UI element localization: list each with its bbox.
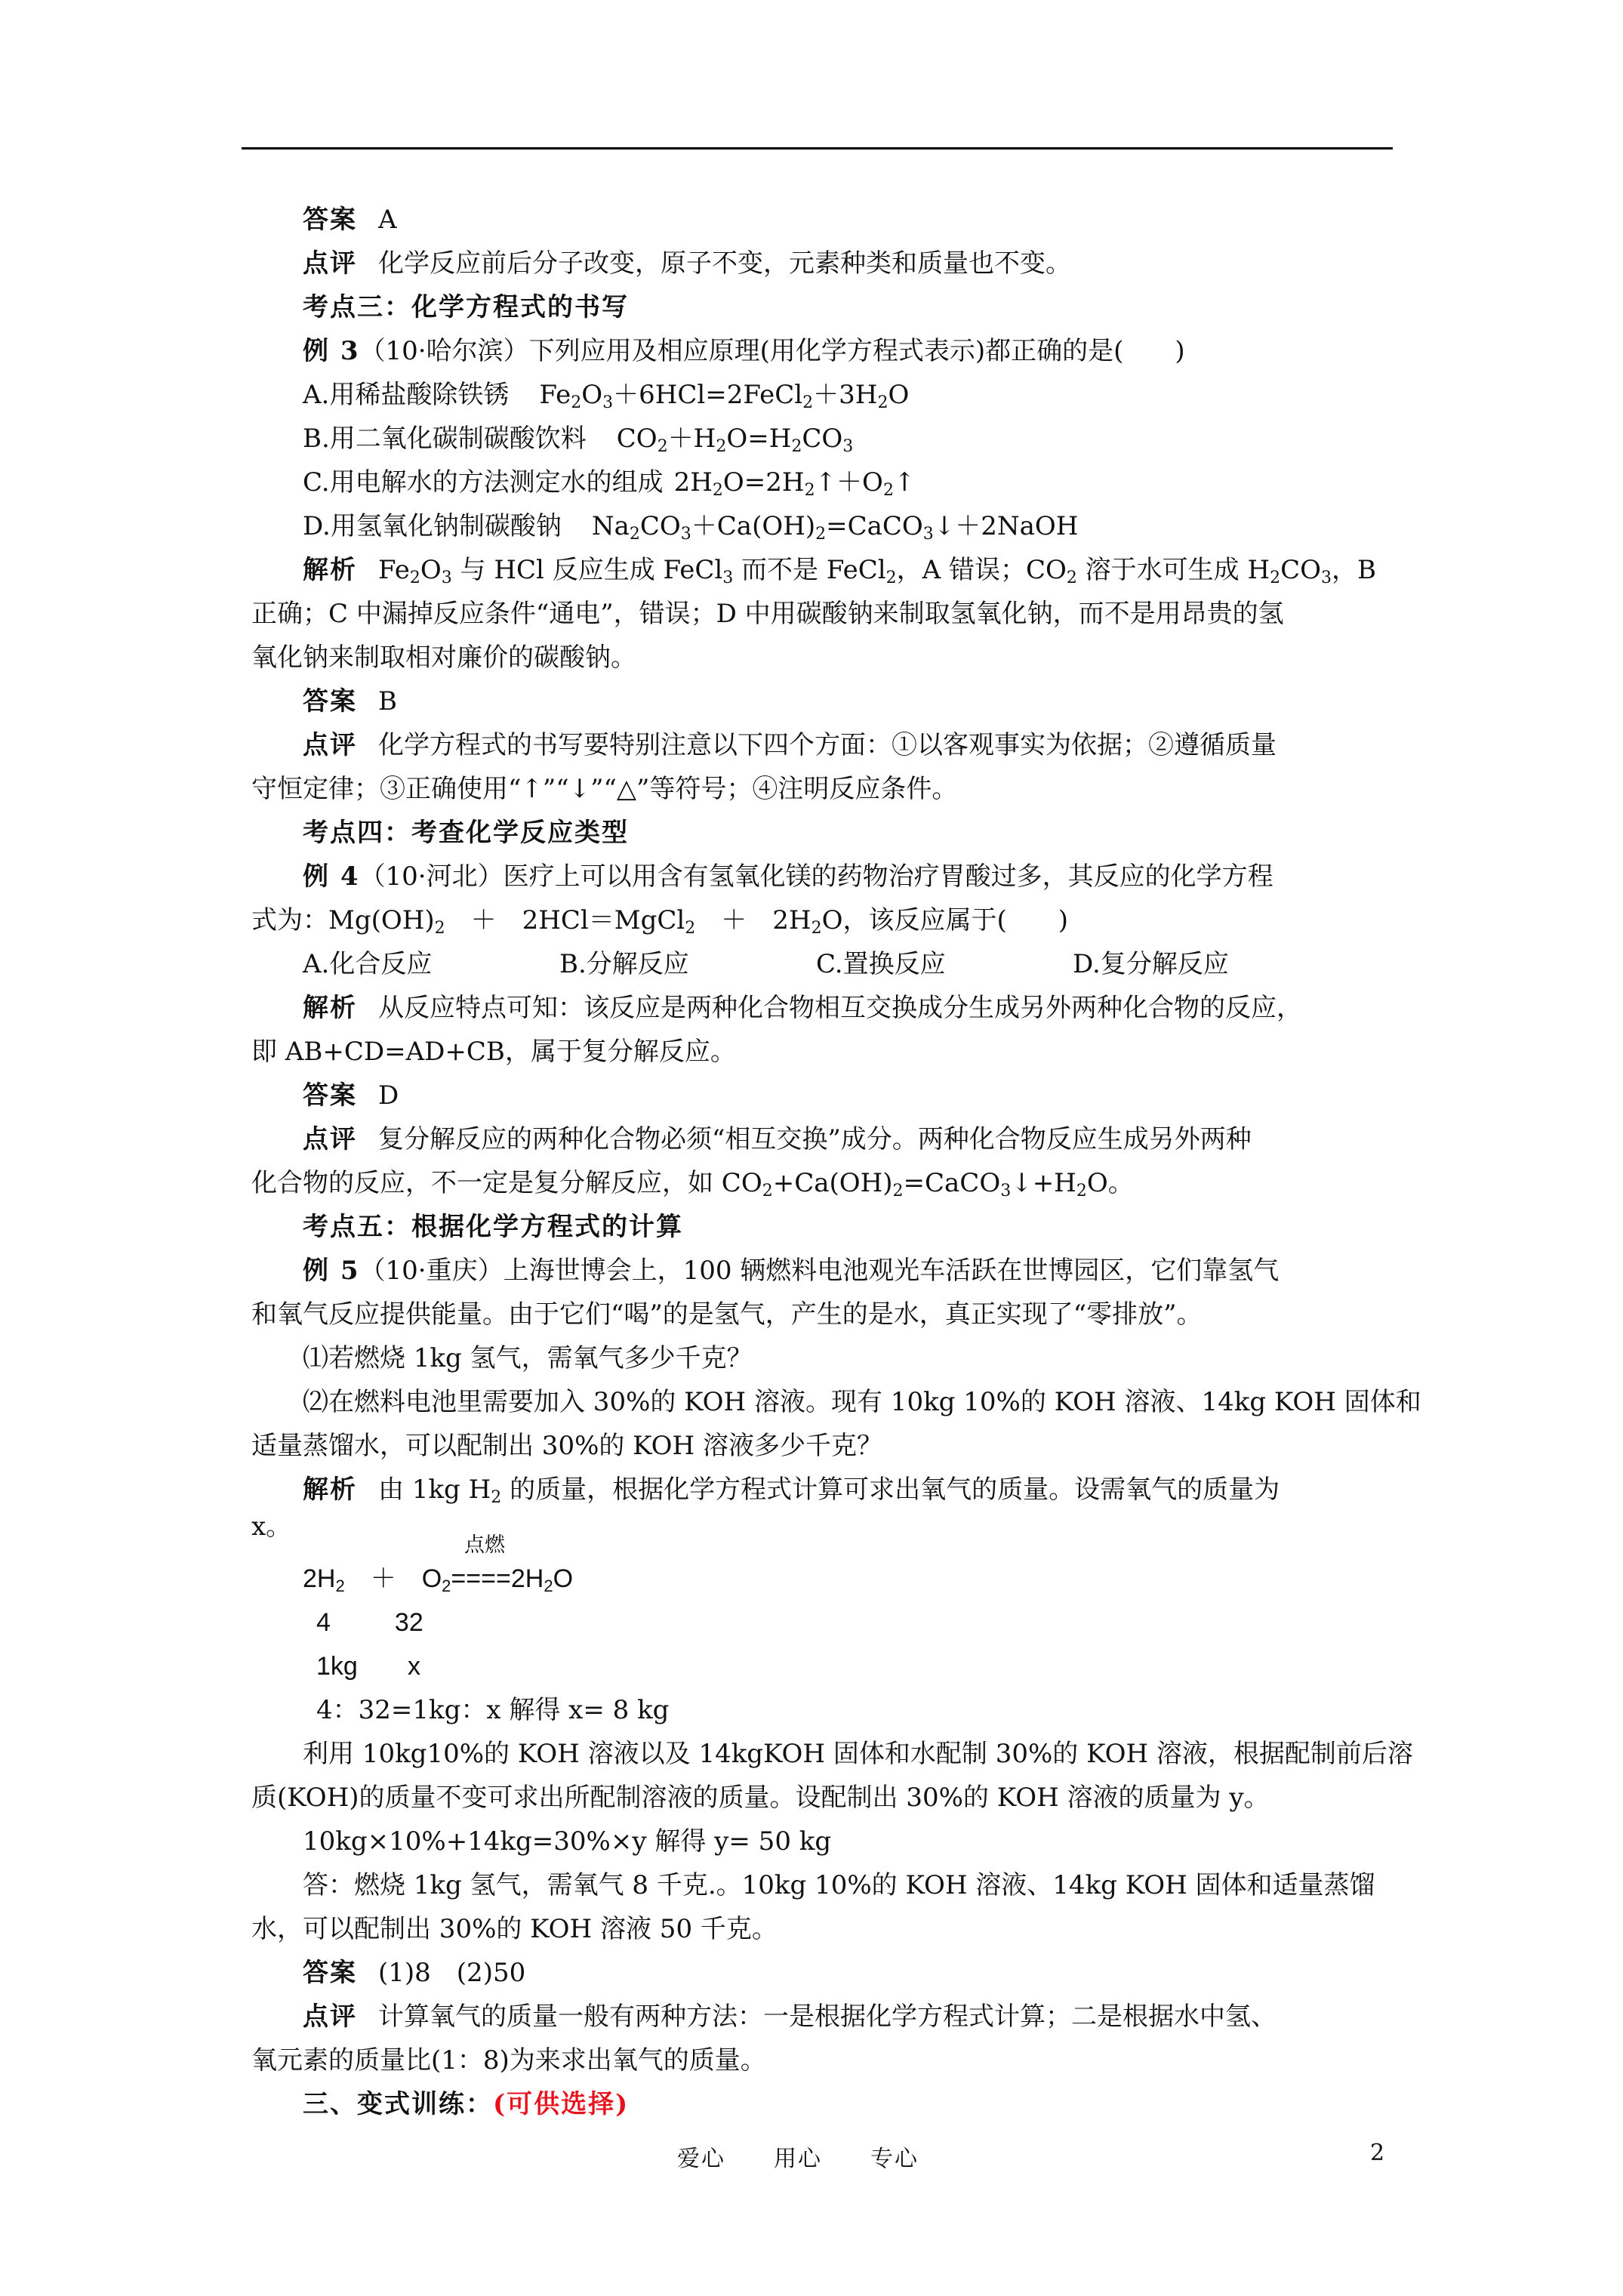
kp3-title: 考点三：化学方程式的书写 — [303, 292, 629, 322]
ex5-proportion: 4：32=1kg：x 解得 x= 8 kg — [316, 1695, 670, 1725]
ex4-analysis-1: 解析 从反应特点可知：该反应是两种化合物相互交换成分生成另外两种化合物的反应， — [303, 993, 1302, 1023]
ex5-equation: $2H_2$ ＋ $O_2====2H_2O$ — [303, 1564, 574, 1595]
ex5-comment-1: 点评 计算氧气的质量一般有两种方法：一是根据化学方程式计算；二是根据水中氢、 — [303, 2002, 1277, 2032]
ex4-stem-1: 例 4（10·河北）医疗上可以用含有氢氧化镁的药物治疗胃酸过多，其反应的化学方程 — [303, 861, 1273, 892]
ex5-analysis-2: x。 — [251, 1512, 292, 1542]
ex4-options: A.化合反应 B.分解反应 C.置换反应 D.复分解反应 — [303, 949, 1229, 979]
ex4-answer: 答案 D — [303, 1080, 399, 1111]
ex4-comment-1: 点评 复分解反应的两种化合物必须“相互交换”成分。两种化合物反应生成另外两种 — [303, 1124, 1252, 1154]
ex3-analysis-1: 解析 $Fe_2O_3$ 与 HCl 反应生成 FeCl$_3$ 而不是 FeCl$_2$，A 错误；$CO_2$ 溶于水可生成 $H_2CO_3$，B — [303, 555, 1377, 587]
ex5-comment-2: 氧元素的质量比(1：8)为来求出氧气的质量。 — [251, 2045, 766, 2076]
q2-comment: 点评 化学反应前后分子改变，原子不变，元素种类和质量也不变。 — [303, 248, 1071, 279]
ex3-analysis-2: 正确；C 中漏掉反应条件“通电”，错误；D 中用碳酸钠来制取氢氧化钠，而不是用昂贵的氢 — [251, 599, 1284, 629]
ex3-analysis-3: 氧化钠来制取相对廉价的碳酸钠。 — [251, 643, 636, 673]
ex5-text-1: 利用 10kg10%的 KOH 溶液以及 14kgKOH 固体和水配制 30%的 KOH 溶液，根据配制前后溶 — [303, 1739, 1413, 1769]
footer-motto: 爱心 用心 专心 — [677, 2146, 919, 2172]
ex5-analysis-1: 解析 由 1kg $H_2$ 的质量，根据化学方程式计算可求出氧气的质量。设需氧气的质量为 — [303, 1475, 1280, 1507]
ex5-text-2: 质(KOH)的质量不变可求出所配制溶液的质量。设配制出 30%的 KOH 溶液的质量为 y。 — [251, 1783, 1270, 1813]
ex3-equation-c: $2H_2O=2H_2↑+O_2↑$ — [673, 467, 916, 500]
ex5-question-2b: 适量蒸馏水，可以配制出 30%的 KOH 溶液多少千克？ — [251, 1431, 883, 1461]
ex3-stem: 例 3（10·哈尔滨）下列应用及相应原理(用化学方程式表示)都正确的是( ) — [303, 336, 1185, 366]
ex3-equation-b: $CO_2+H_2O=H_2CO_3$ — [616, 424, 854, 456]
ex5-calc: 10kg×10%+14kg=30%×y 解得 y= 50 kg — [303, 1826, 832, 1857]
ex3-option-d: D.用氢氧化钠制碳酸钠 $Na_2CO_3+Ca(OH)_2=CaCO_3↓+2NaOH$ — [251, 504, 1399, 548]
ex5-question-1: ⑴若燃烧 1kg 氢气，需氧气多少千克？ — [303, 1343, 753, 1373]
ex3-comment-1: 点评 化学方程式的书写要特别注意以下四个方面：①以客观事实为依据；②遵循质量 — [303, 730, 1277, 760]
ex5-reply-2: 水，可以配制出 30%的 KOH 溶液 50 千克。 — [251, 1914, 778, 1944]
page-number: 2 — [1370, 2140, 1385, 2166]
ex3-equation-d: $Na_2CO_3+Ca(OH)_2=CaCO_3↓+2NaOH$ — [591, 511, 1079, 544]
ex3-option-c: C.用电解水的方法测定水的组成 $2H_2O=2H_2↑+O_2↑$ — [303, 467, 916, 500]
ex4-stem-2: 式为：$Mg(OH)_2$ ＋ 2HCl＝MgCl$_2$ ＋ $2H_2O$，该反应属于( ) — [251, 905, 1068, 938]
kp5-title: 考点五：根据化学方程式的计算 — [303, 1212, 683, 1242]
kp4-title: 考点四：考查化学反应类型 — [303, 818, 629, 848]
q2-answer: 答案 A — [303, 205, 397, 235]
ex3-option-a: A.用稀盐酸除铁锈 $Fe_2O_3+6HCl=2FeCl_2+3H_2O$ — [251, 373, 1399, 417]
section3-title: 三、变式训练：(可供选择) — [303, 2089, 630, 2119]
ex5-stem-1: 例 5（10·重庆）上海世博会上，100 辆燃料电池观光车活跃在世博园区，它们靠氢气 — [303, 1256, 1280, 1286]
reaction-condition-label: 点燃 — [464, 1533, 505, 1557]
ex5-mass-row: 1kg x — [316, 1652, 420, 1681]
ex5-question-2a: ⑵在燃料电池里需要加入 30%的 KOH 溶液。现有 10kg 10%的 KOH 溶液、14kg KOH 固体和 — [303, 1387, 1421, 1417]
ex3-option-b: B.用二氧化碳制碳酸饮料 $CO_2+H_2O=H_2CO_3$ — [251, 417, 1399, 461]
ex5-stem-2: 和氧气反应提供能量。由于它们“喝”的是氢气，产生的是水，真正实现了“零排放”。 — [251, 1299, 1203, 1330]
ex3-comment-2: 守恒定律；③正确使用“↑”“↓”“△”等符号；④注明反应条件。 — [251, 774, 958, 804]
ex3-answer: 答案 B — [303, 686, 397, 717]
document-body — [251, 198, 1421, 2126]
ex4-analysis-2: 即 AB+CD=AD+CB，属于复分解反应。 — [251, 1037, 736, 1067]
ex5-reply-1: 答：燃烧 1kg 氢气，需氧气 8 千克.。10kg 10%的 KOH 溶液、14kg KOH 固体和适量蒸馏 — [303, 1870, 1375, 1900]
ex5-answer: 答案 (1)8 (2)50 — [303, 1958, 526, 1988]
ex5-ratio-row: 4 32 — [316, 1608, 423, 1637]
ex3-equation-a: $Fe_2O_3+6HCl=2FeCl_2+3H_2O$ — [539, 380, 910, 412]
ex4-comment-2: 化合物的反应，不一定是复分解反应，如 $CO_2+Ca(OH)_2=CaCO_3↓+H_2O$。 — [251, 1168, 1134, 1200]
header-rule — [242, 147, 1393, 149]
